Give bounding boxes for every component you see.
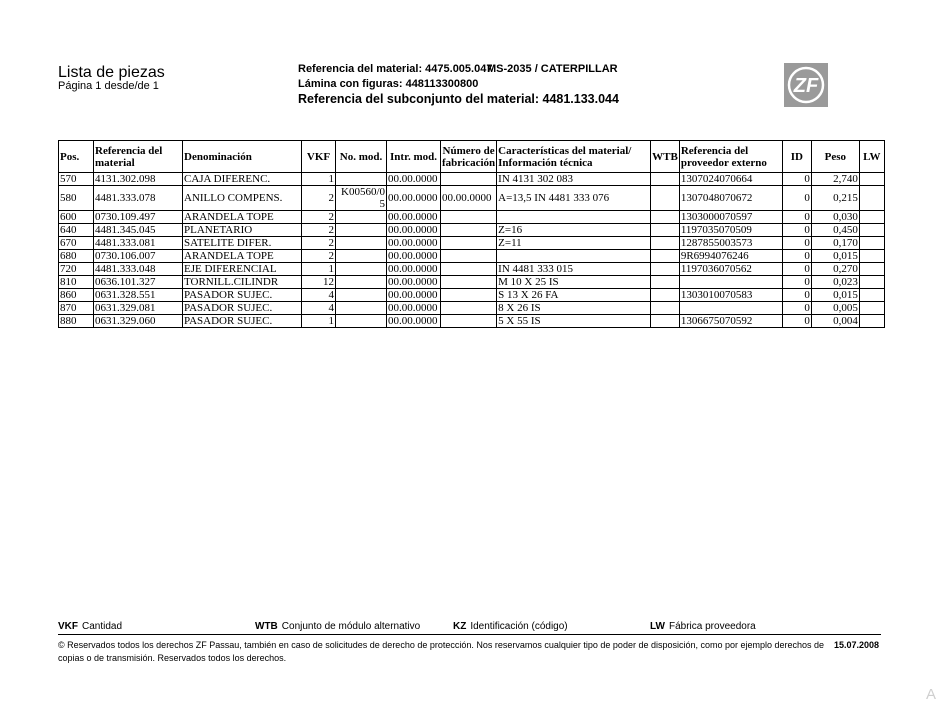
cell-numero-fabricacion <box>441 263 497 276</box>
cell-peso: 0,170 <box>811 237 859 250</box>
cell-wtb <box>651 263 680 276</box>
cell-lw <box>859 250 884 263</box>
col-lw: LW <box>859 141 884 173</box>
cell-pos: 870 <box>59 302 94 315</box>
cell-lw <box>859 224 884 237</box>
cell-caracteristicas <box>497 250 651 263</box>
cell-peso: 0,015 <box>811 250 859 263</box>
cell-material-reference: 0631.328.551 <box>94 289 183 302</box>
cell-intr-mod: 00.00.0000 <box>387 211 441 224</box>
cell-denomination: ARANDELA TOPE <box>183 250 302 263</box>
cell-numero-fabricacion <box>441 302 497 315</box>
cell-no-mod <box>336 211 387 224</box>
cell-wtb <box>651 289 680 302</box>
cell-denomination: TORNILL.CILINDR <box>183 276 302 289</box>
cell-id: 0 <box>782 302 811 315</box>
parts-table <box>58 140 885 328</box>
cell-lw <box>859 186 884 211</box>
col-proveedor-externo: Referencia del proveedor externo <box>679 141 782 173</box>
cell-no-mod <box>336 224 387 237</box>
cell-pos: 860 <box>59 289 94 302</box>
col-denomination: Denominación <box>183 141 302 173</box>
cell-wtb <box>651 237 680 250</box>
cell-no-mod <box>336 250 387 263</box>
logo-lettering: ZF <box>793 75 819 97</box>
cell-no-mod <box>336 276 387 289</box>
col-intr-mod: Intr. mod. <box>387 141 441 173</box>
col-wtb: WTB <box>651 141 680 173</box>
parts-table-body <box>59 173 885 328</box>
cell-vkf: 2 <box>302 250 336 263</box>
cell-pos: 810 <box>59 276 94 289</box>
cell-id: 0 <box>782 186 811 211</box>
corner-mark: A <box>926 686 937 703</box>
cell-intr-mod: 00.00.0000 <box>387 302 441 315</box>
cell-intr-mod: 00.00.0000 <box>387 186 441 211</box>
zf-logo-mark <box>784 63 828 107</box>
cell-numero-fabricacion <box>441 289 497 302</box>
cell-vkf: 2 <box>302 224 336 237</box>
table-row <box>59 276 885 289</box>
cell-intr-mod: 00.00.0000 <box>387 276 441 289</box>
col-vkf: VKF <box>302 141 336 173</box>
cell-proveedor-externo: 1303010070583 <box>679 289 782 302</box>
document-date: 15.07.2008 <box>834 640 880 650</box>
cell-peso: 0,215 <box>811 186 859 211</box>
cell-material-reference: 4481.333.081 <box>94 237 183 250</box>
cell-pos: 640 <box>59 224 94 237</box>
cell-id: 0 <box>782 211 811 224</box>
subassembly-reference: Referencia del subconjunto del material: 4481.133.044 <box>298 92 619 106</box>
cell-denomination: ARANDELA TOPE <box>183 211 302 224</box>
cell-proveedor-externo: 1197035070509 <box>679 224 782 237</box>
cell-pos: 570 <box>59 173 94 186</box>
table-row <box>59 237 885 250</box>
cell-material-reference: 4481.333.048 <box>94 263 183 276</box>
cell-wtb <box>651 186 680 211</box>
legend-code: WTB <box>255 621 278 632</box>
col-id: ID <box>782 141 811 173</box>
cell-proveedor-externo <box>679 276 782 289</box>
cell-vkf: 1 <box>302 315 336 328</box>
cell-numero-fabricacion <box>441 276 497 289</box>
col-numero-fabricacion: Número de fabricación <box>441 141 497 173</box>
table-row <box>59 173 885 186</box>
legend-text: Cantidad <box>82 621 123 632</box>
cell-intr-mod: 00.00.0000 <box>387 224 441 237</box>
cell-proveedor-externo: 1307024070664 <box>679 173 782 186</box>
cell-wtb <box>651 211 680 224</box>
cell-denomination: ANILLO COMPENS. <box>183 186 302 211</box>
legend-kz <box>453 621 568 633</box>
col-no-mod: No. mod. <box>336 141 387 173</box>
copyright-notice: © Reservados todos los derechos ZF Passau, también en caso de solicitudes de derecho de protección. Nos reservamos cualquier tipo de poder de disposición, como por ejemplo derechos de copias o de transmisión. Reservados todos los derechos. <box>58 640 825 663</box>
cell-intr-mod: 00.00.0000 <box>387 315 441 328</box>
cell-caracteristicas: A=13,5 IN 4481 333 076 <box>497 186 651 211</box>
cell-denomination: PLANETARIO <box>183 224 302 237</box>
cell-wtb <box>651 276 680 289</box>
cell-no-mod <box>336 302 387 315</box>
cell-vkf: 1 <box>302 263 336 276</box>
cell-material-reference: 0636.101.327 <box>94 276 183 289</box>
cell-denomination: CAJA DIFERENC. <box>183 173 302 186</box>
col-peso: Peso <box>811 141 859 173</box>
legend-code: KZ <box>453 621 467 632</box>
cell-lw <box>859 276 884 289</box>
model-designation: MS-2035 / CATERPILLAR <box>487 63 618 75</box>
cell-proveedor-externo: 1307048070672 <box>679 186 782 211</box>
cell-pos: 670 <box>59 237 94 250</box>
cell-id: 0 <box>782 224 811 237</box>
cell-id: 0 <box>782 173 811 186</box>
cell-lw <box>859 315 884 328</box>
cell-caracteristicas <box>497 211 651 224</box>
cell-pos: 720 <box>59 263 94 276</box>
legend-code: LW <box>650 621 665 632</box>
cell-lw <box>859 263 884 276</box>
cell-no-mod <box>336 289 387 302</box>
cell-caracteristicas: Z=11 <box>497 237 651 250</box>
cell-proveedor-externo: 1287855003573 <box>679 237 782 250</box>
cell-numero-fabricacion <box>441 224 497 237</box>
cell-no-mod <box>336 173 387 186</box>
page-indicator: Página 1 desde/de 1 <box>58 80 159 92</box>
cell-numero-fabricacion <box>441 315 497 328</box>
cell-denomination: PASADOR SUJEC. <box>183 289 302 302</box>
cell-caracteristicas: 8 X 26 IS <box>497 302 651 315</box>
cell-material-reference: 4481.345.045 <box>94 224 183 237</box>
cell-lw <box>859 211 884 224</box>
cell-proveedor-externo <box>679 302 782 315</box>
table-row <box>59 186 885 211</box>
cell-id: 0 <box>782 237 811 250</box>
cell-vkf: 12 <box>302 276 336 289</box>
cell-id: 0 <box>782 289 811 302</box>
cell-lw <box>859 302 884 315</box>
table-header-row <box>59 141 885 173</box>
cell-lw <box>859 289 884 302</box>
cell-caracteristicas: M 10 X 25 IS <box>497 276 651 289</box>
cell-caracteristicas: Z=16 <box>497 224 651 237</box>
cell-pos: 680 <box>59 250 94 263</box>
cell-peso: 0,005 <box>811 302 859 315</box>
cell-peso: 0,015 <box>811 289 859 302</box>
cell-vkf: 2 <box>302 237 336 250</box>
cell-intr-mod: 00.00.0000 <box>387 173 441 186</box>
cell-id: 0 <box>782 315 811 328</box>
cell-pos: 880 <box>59 315 94 328</box>
col-caracteristicas: Características del material/ Información técnica <box>497 141 651 173</box>
cell-peso: 0,270 <box>811 263 859 276</box>
cell-id: 0 <box>782 250 811 263</box>
cell-denomination: EJE DIFERENCIAL <box>183 263 302 276</box>
cell-pos: 600 <box>59 211 94 224</box>
table-row <box>59 289 885 302</box>
material-reference: Referencia del material: 4475.005.047 <box>298 63 493 75</box>
cell-caracteristicas: 5 X 55 IS <box>497 315 651 328</box>
cell-numero-fabricacion <box>441 237 497 250</box>
legend-text: Conjunto de módulo alternativo <box>281 621 421 632</box>
document-title: Lista de piezas <box>58 64 165 81</box>
cell-numero-fabricacion <box>441 173 497 186</box>
cell-wtb <box>651 315 680 328</box>
cell-peso: 0,004 <box>811 315 859 328</box>
cell-peso: 0,030 <box>811 211 859 224</box>
cell-caracteristicas: S 13 X 26 FA <box>497 289 651 302</box>
cell-numero-fabricacion <box>441 211 497 224</box>
footer-divider <box>58 634 881 635</box>
cell-wtb <box>651 250 680 263</box>
cell-material-reference: 0730.109.497 <box>94 211 183 224</box>
legend-text: Fábrica proveedora <box>669 621 756 632</box>
legend-lw <box>650 621 756 633</box>
cell-lw <box>859 237 884 250</box>
cell-no-mod <box>336 237 387 250</box>
cell-intr-mod: 00.00.0000 <box>387 250 441 263</box>
cell-material-reference: 0631.329.060 <box>94 315 183 328</box>
cell-proveedor-externo: 1306675070592 <box>679 315 782 328</box>
cell-vkf: 4 <box>302 289 336 302</box>
table-row <box>59 211 885 224</box>
col-material-reference: Referencia del material <box>94 141 183 173</box>
cell-peso: 0,450 <box>811 224 859 237</box>
cell-intr-mod: 00.00.0000 <box>387 263 441 276</box>
cell-lw <box>859 173 884 186</box>
cell-material-reference: 0631.329.081 <box>94 302 183 315</box>
figure-sheet: Lámina con figuras: 448113300800 <box>298 78 479 90</box>
legend-text: Identificación (código) <box>470 621 568 632</box>
cell-numero-fabricacion <box>441 250 497 263</box>
cell-no-mod <box>336 315 387 328</box>
cell-intr-mod: 00.00.0000 <box>387 237 441 250</box>
cell-id: 0 <box>782 276 811 289</box>
cell-peso: 0,023 <box>811 276 859 289</box>
cell-id: 0 <box>782 263 811 276</box>
legend-wtb <box>255 621 420 633</box>
cell-material-reference: 4131.302.098 <box>94 173 183 186</box>
cell-denomination: SATELITE DIFER. <box>183 237 302 250</box>
table-row <box>59 302 885 315</box>
cell-vkf: 2 <box>302 186 336 211</box>
cell-material-reference: 4481.333.078 <box>94 186 183 211</box>
cell-vkf: 4 <box>302 302 336 315</box>
cell-no-mod: K00560/05 <box>336 186 387 211</box>
legend-code: VKF <box>58 621 78 632</box>
cell-proveedor-externo: 1197036070562 <box>679 263 782 276</box>
cell-wtb <box>651 173 680 186</box>
cell-intr-mod: 00.00.0000 <box>387 289 441 302</box>
cell-peso: 2,740 <box>811 173 859 186</box>
table-row <box>59 250 885 263</box>
cell-vkf: 2 <box>302 211 336 224</box>
table-row <box>59 263 885 276</box>
cell-denomination: PASADOR SUJEC. <box>183 315 302 328</box>
cell-caracteristicas: IN 4481 333 015 <box>497 263 651 276</box>
cell-no-mod <box>336 263 387 276</box>
cell-wtb <box>651 302 680 315</box>
cell-pos: 580 <box>59 186 94 211</box>
cell-wtb <box>651 224 680 237</box>
cell-denomination: PASADOR SUJEC. <box>183 302 302 315</box>
cell-proveedor-externo: 9R6994076246 <box>679 250 782 263</box>
cell-vkf: 1 <box>302 173 336 186</box>
cell-proveedor-externo: 1303000070597 <box>679 211 782 224</box>
cell-material-reference: 0730.106.007 <box>94 250 183 263</box>
col-pos: Pos. <box>59 141 94 173</box>
cell-caracteristicas: IN 4131 302 083 <box>497 173 651 186</box>
zf-logo <box>784 63 828 107</box>
table-row <box>59 224 885 237</box>
cell-numero-fabricacion: 00.00.0000 <box>441 186 497 211</box>
legend-vkf <box>58 621 122 633</box>
table-row <box>59 315 885 328</box>
